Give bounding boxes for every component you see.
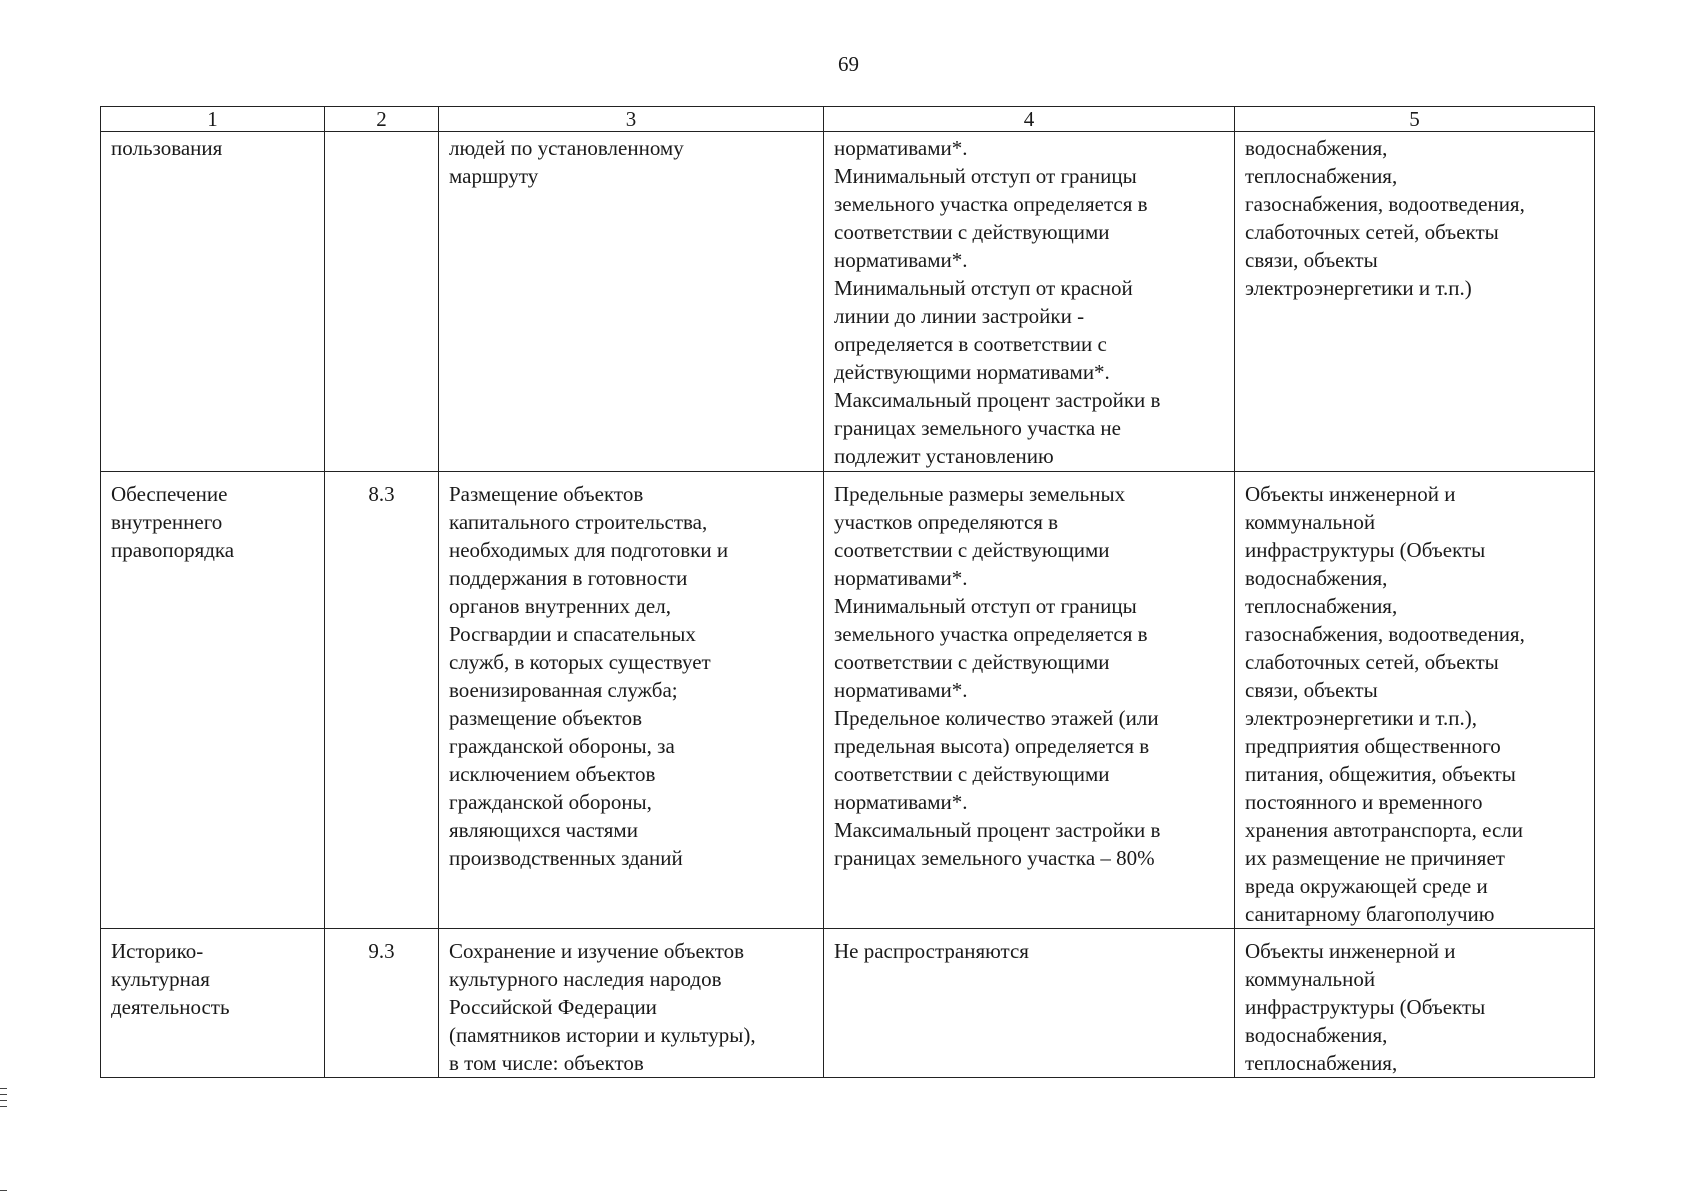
land-use-name: Обеспечение внутреннего правопорядка — [111, 482, 235, 562]
auxiliary-uses-cell — [1235, 472, 1595, 929]
use-code-cell — [325, 472, 439, 929]
table-row — [101, 929, 1595, 1078]
parameters-cell — [824, 929, 1235, 1078]
parameters: Предельные размеры земельных участков определяются в соответствии с действующими нормативами*. Минимальный отступ от границы земельного участка определяется в соответствии с действующими нормативами*. Предельное количество этажей (или предельная высота) определяется в соответствии с действующими нормативами*. Максимальный процент застройки в границах земельного участка – 80% — [834, 482, 1161, 870]
land-use-name: Историко- культурная деятельность — [111, 939, 230, 1019]
table-row — [101, 472, 1595, 929]
scan-margin-mark — [0, 1100, 7, 1101]
zoning-table — [100, 106, 1595, 1078]
auxiliary-uses-cell — [1235, 132, 1595, 472]
auxiliary-uses: Объекты инженерной и коммунальной инфраструктуры (Объекты водоснабжения, теплоснабжения, газоснабжения, водоотведения, слаботочных сетей, объекты связи, объекты электроэнергетики и т.п.), предприятия общественного питания, общежития, объекты постоянного и временного хранения автотранспорта, если их размещение не причиняет вреда окружающей среде и санитарному благополучию — [1245, 482, 1525, 926]
parameters-cell — [824, 132, 1235, 472]
page-number: 69 — [838, 52, 859, 76]
land-use-name-cell — [101, 132, 325, 472]
table-row — [101, 132, 1595, 472]
header-row — [101, 107, 1595, 132]
use-description-cell — [439, 472, 824, 929]
use-code-cell — [325, 132, 439, 472]
column-header-1: 1 — [101, 107, 325, 132]
auxiliary-uses-cell — [1235, 929, 1595, 1078]
auxiliary-uses: водоснабжения, теплоснабжения, газоснабжения, водоотведения, слаботочных сетей, объекты связи, объекты электроэнергетики и т.п.) — [1245, 136, 1525, 300]
scan-margin-mark — [0, 1106, 7, 1107]
column-header-5: 5 — [1235, 107, 1595, 132]
use-description: людей по установленному маршруту — [449, 136, 684, 188]
use-code: 8.3 — [368, 482, 395, 506]
land-use-name: пользования — [111, 136, 223, 160]
auxiliary-uses: Объекты инженерной и коммунальной инфраструктуры (Объекты водоснабжения, теплоснабжения, — [1245, 939, 1486, 1075]
land-use-name-cell — [101, 472, 325, 929]
table-header — [101, 107, 1595, 132]
use-description: Сохранение и изучение объектов культурного наследия народов Российской Федерации (памятников истории и культуры), в том числе: объектов — [449, 939, 756, 1075]
use-code: 9.3 — [368, 939, 395, 963]
parameters-cell — [824, 472, 1235, 929]
land-use-name-cell — [101, 929, 325, 1078]
use-description-cell — [439, 929, 824, 1078]
use-description: Размещение объектов капитального строительства, необходимых для подготовки и поддержания в готовности органов внутренних дел, Росгвардии и спасательных служб, в которых существует военизированная служба; размещение объектов гражданской обороны, за исключением объектов гражданской обороны, являющихся частями производственных зданий — [449, 482, 729, 870]
table-body — [101, 132, 1595, 1078]
column-header-3: 3 — [439, 107, 824, 132]
parameters: Не распространяются — [834, 939, 1029, 963]
scan-margin-mark — [0, 1088, 7, 1089]
parameters: нормативами*. Минимальный отступ от границы земельного участка определяется в соответствии с действующими нормативами*. Минимальный отступ от красной линии до линии застройки - определяется в соответствии с действующими нормативами*. Максимальный процент застройки в границах земельного участка не подлежит установлению — [834, 136, 1161, 468]
column-header-2: 2 — [325, 107, 439, 132]
column-header-4: 4 — [824, 107, 1235, 132]
scan-margin-mark — [0, 1094, 7, 1095]
scan-margin-mark — [0, 1190, 7, 1191]
use-description-cell — [439, 132, 824, 472]
use-code-cell — [325, 929, 439, 1078]
